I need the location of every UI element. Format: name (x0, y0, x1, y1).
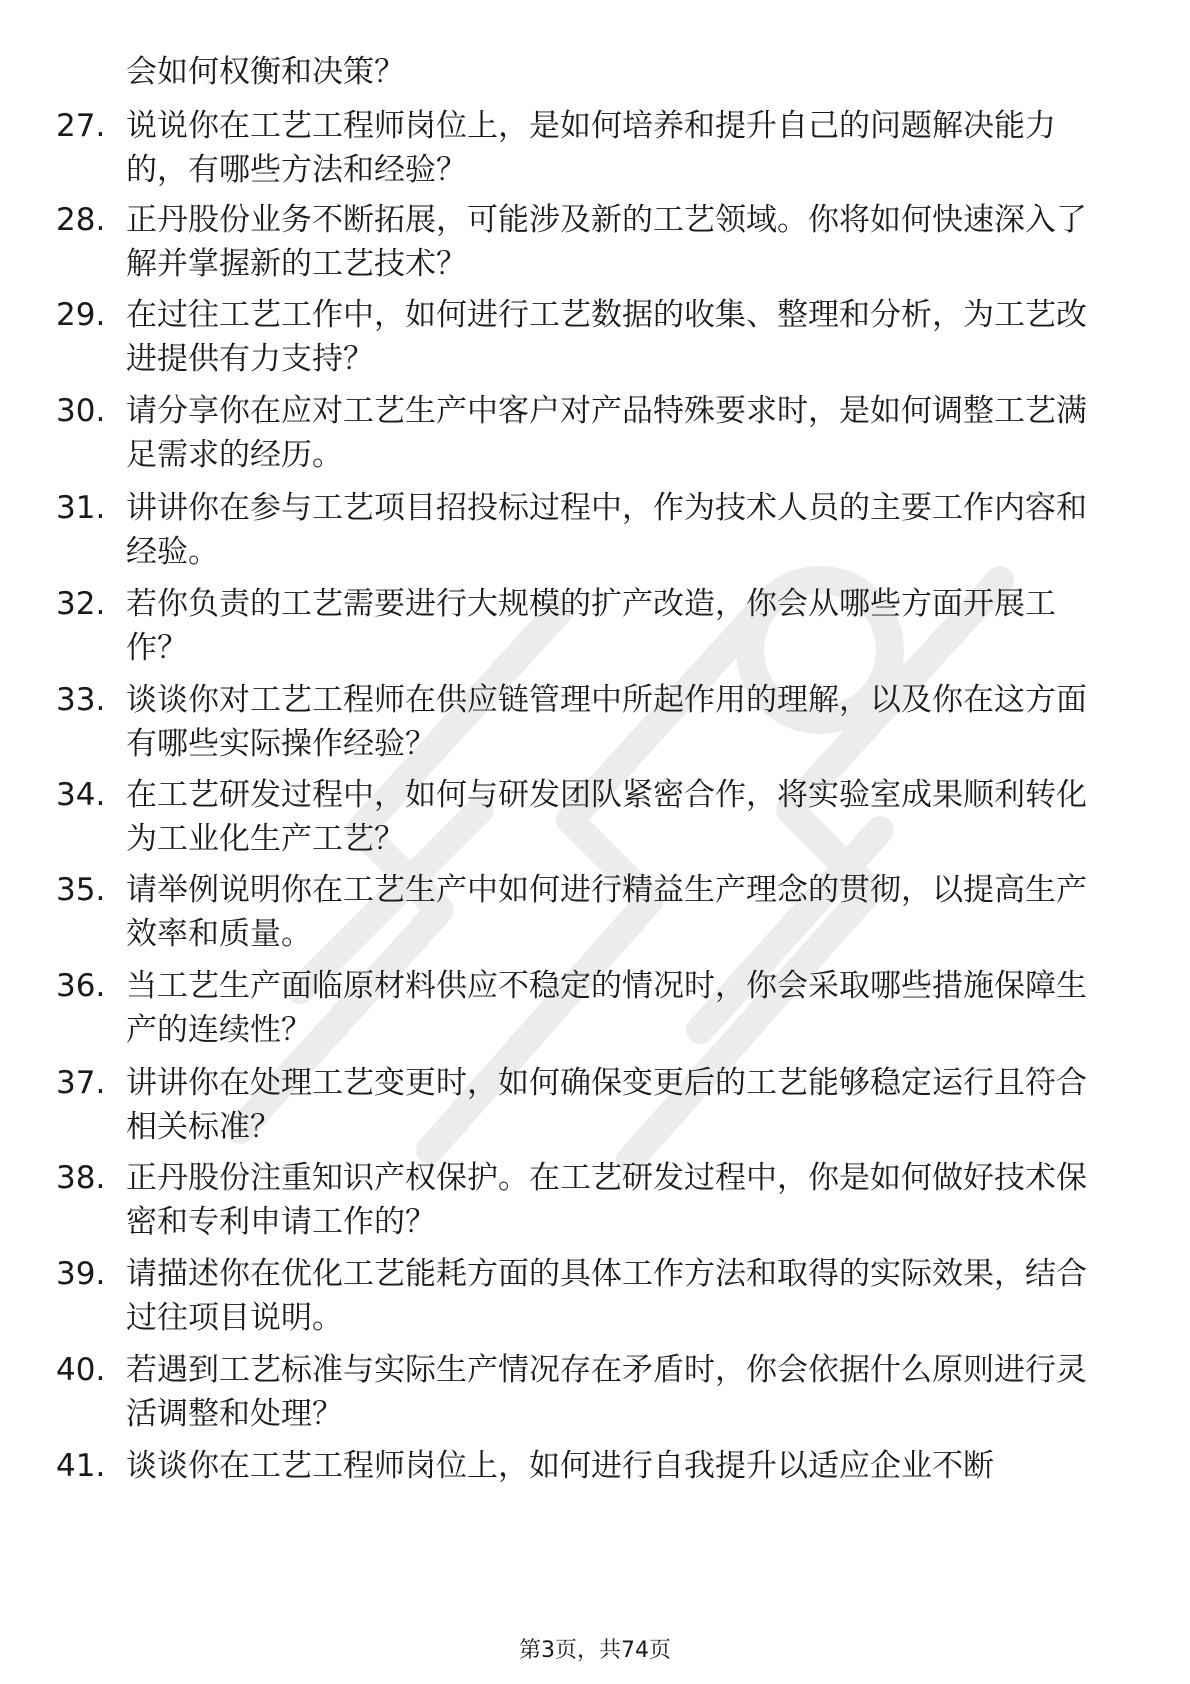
question-text: 请描述你在优化工艺能耗方面的具体工作方法和取得的实际效果，结合过往项目说明。 (126, 1256, 1087, 1336)
question-number: 39. (56, 1256, 106, 1292)
question-item (56, 389, 1116, 477)
question-item (56, 582, 1116, 670)
question-item (56, 1061, 1116, 1149)
question-number: 29. (56, 297, 106, 333)
question-text: 说说你在工艺工程师岗位上，是如何培养和提升自己的问题解决能力的，有哪些方法和经验？ (126, 108, 1056, 188)
question-text: 当工艺生产面临原材料供应不稳定的情况时，你会采取哪些措施保障生产的连续性？ (126, 968, 1087, 1048)
question-item (56, 486, 1116, 574)
question-number: 35. (56, 872, 106, 908)
question-item (56, 678, 1116, 766)
question-number: 36. (56, 968, 106, 1004)
question-number: 41. (56, 1448, 106, 1484)
question-number: 40. (56, 1352, 106, 1388)
question-number: 30. (56, 393, 106, 429)
question-item (56, 964, 1116, 1052)
question-text: 谈谈你对工艺工程师在供应链管理中所起作用的理解，以及你在这方面有哪些实际操作经验？ (126, 682, 1087, 762)
question-text: 讲讲你在参与工艺项目招投标过程中，作为技术人员的主要工作内容和经验。 (126, 490, 1087, 570)
question-text: 讲讲你在处理工艺变更时，如何确保变更后的工艺能够稳定运行且符合相关标准？ (126, 1065, 1087, 1145)
question-number: 34. (56, 777, 106, 813)
question-item (56, 198, 1116, 286)
page-number: 第3页，共74页 (519, 1638, 671, 1663)
question-text: 若你负责的工艺需要进行大规模的扩产改造，你会从哪些方面开展工作？ (126, 586, 1056, 666)
question-number: 28. (56, 202, 106, 238)
question-text: 在工艺研发过程中，如何与研发团队紧密合作，将实验室成果顺利转化为工业化生产工艺？ (126, 777, 1087, 857)
question-item (56, 293, 1116, 381)
question-number: 31. (56, 490, 106, 526)
question-item (56, 1252, 1116, 1340)
question-item (56, 1348, 1116, 1436)
question-text: 若遇到工艺标准与实际生产情况存在矛盾时，你会依据什么原则进行灵活调整和处理？ (126, 1352, 1087, 1432)
question-item (56, 868, 1116, 956)
question-item (56, 773, 1116, 861)
question-number: 38. (56, 1160, 106, 1196)
question-number: 33. (56, 682, 106, 718)
question-item (56, 1444, 1116, 1488)
question-number: 37. (56, 1065, 106, 1101)
question-number: 32. (56, 586, 106, 622)
question-text: 正丹股份注重知识产权保护。在工艺研发过程中，你是如何做好技术保密和专利申请工作的？ (126, 1160, 1087, 1240)
question-number: 27. (56, 108, 106, 144)
question-text: 在过往工艺工作中，如何进行工艺数据的收集、整理和分析，为工艺改进提供有力支持？ (126, 297, 1087, 377)
question-text: 请分享你在应对工艺生产中客户对产品特殊要求时，是如何调整工艺满足需求的经历。 (126, 393, 1087, 473)
question-text: 正丹股份业务不断拓展，可能涉及新的工艺领域。你将如何快速深入了解并掌握新的工艺技术？ (126, 202, 1087, 282)
question-text: 谈谈你在工艺工程师岗位上，如何进行自我提升以适应企业不断 (126, 1448, 994, 1484)
continuation-text: 会如何权衡和决策？ (126, 54, 405, 90)
question-item (56, 104, 1116, 192)
question-item (56, 1156, 1116, 1244)
question-text: 请举例说明你在工艺生产中如何进行精益生产理念的贯彻，以提高生产效率和质量。 (126, 872, 1087, 952)
